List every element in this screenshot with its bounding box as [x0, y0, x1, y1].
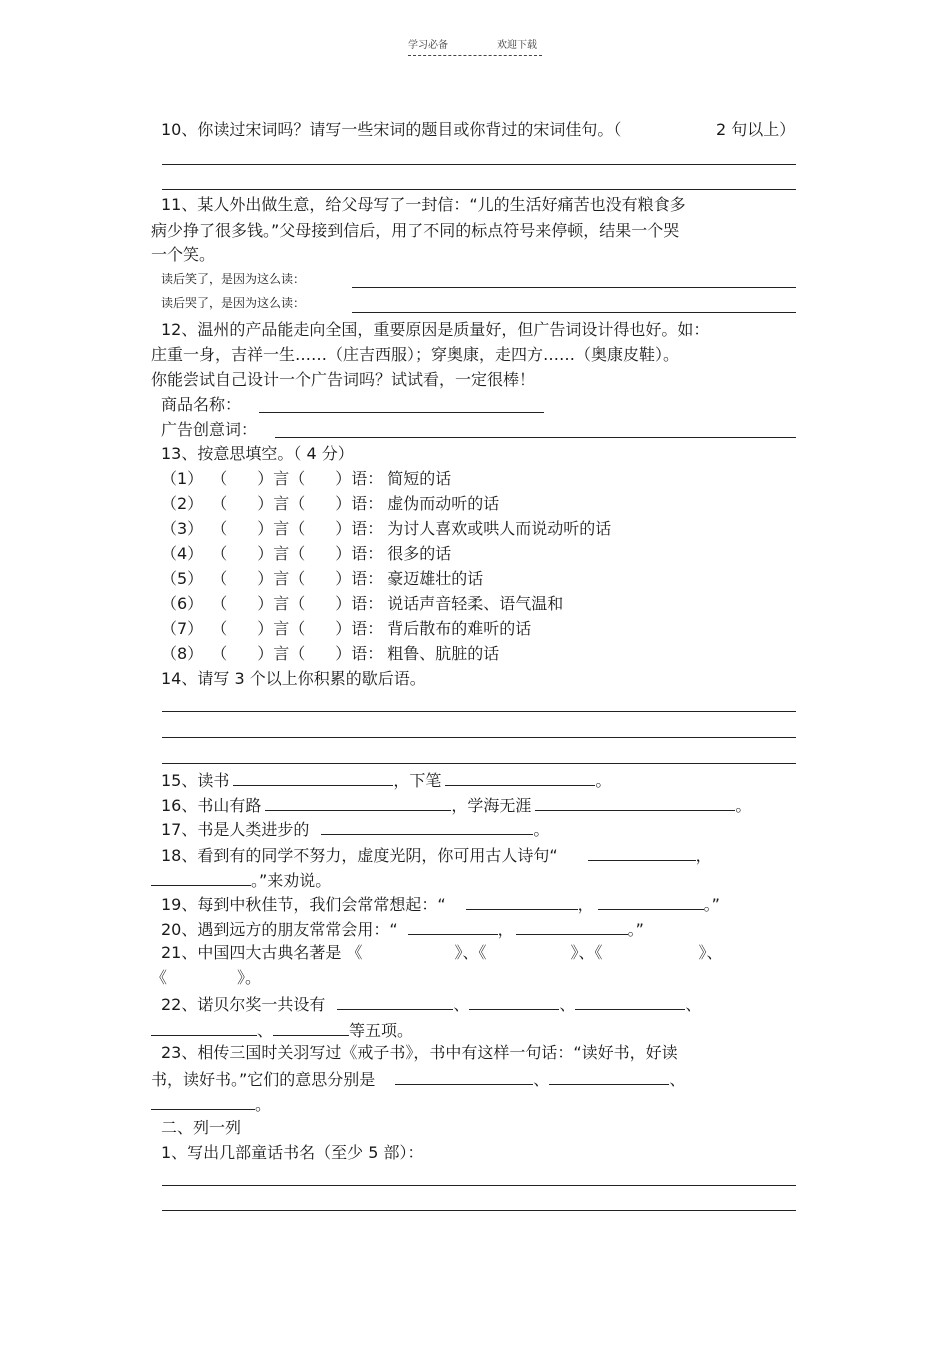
q19-blank-1[interactable]	[466, 893, 578, 910]
q14-answer-line-2[interactable]	[162, 737, 796, 738]
section-2-title: 二、列一列	[161, 1118, 242, 1137]
q23-line-3: 。	[151, 1093, 271, 1115]
q22-line-2: 、 等五项。	[151, 1019, 413, 1041]
q17-blank[interactable]	[321, 818, 533, 835]
q10-tail: 2 句以上）	[716, 120, 796, 139]
header-right: 欢迎下载	[497, 40, 537, 51]
q16-line: 16、书山有路 ，学海无涯 。	[161, 796, 752, 815]
q15-line: 15、读书 ，下笔 。	[161, 771, 612, 790]
header-left: 学习必备	[408, 40, 448, 51]
q12-product-answer-line[interactable]	[259, 412, 544, 413]
q11-line-2: 病少挣了很多钱。”父母接到信后，用了不同的标点符号来停顿，结果一个哭	[151, 221, 680, 240]
q10-answer-line-1[interactable]	[162, 164, 796, 165]
q13-item-2: （2） （ ）言（ ）语： 虚伪而动听的话	[161, 494, 500, 513]
q22-blank-5[interactable]	[273, 1019, 349, 1036]
q14-answer-line-1[interactable]	[162, 711, 796, 712]
q11-laugh-answer-line[interactable]	[352, 287, 796, 288]
q14-text: 14、请写 3 个以上你积累的歇后语。	[161, 669, 426, 688]
q16-blank-2[interactable]	[535, 794, 735, 811]
q22-line-1: 22、诺贝尔奖一共设有 、 、 、	[161, 995, 702, 1014]
q23-line-2: 书，读好书。”它们的意思分别是 、 、	[151, 1070, 686, 1089]
q15-blank-2[interactable]	[445, 769, 595, 786]
q11-cry-label: 读后哭了，是因为这么读：	[161, 296, 306, 310]
header-divider	[408, 55, 542, 56]
q20-line: 20、遇到远方的朋友常常会用：“ ， 。”	[161, 920, 644, 939]
q19-line: 19、每到中秋佳节，我们会常常想起：“ ， 。”	[161, 895, 720, 914]
q12-slogan-answer-line[interactable]	[275, 437, 796, 438]
q23-line-1: 23、相传三国时关羽写过《戒子书》，书中有这样一句话：“读好书，好读	[161, 1043, 678, 1062]
q13-item-5: （5） （ ）言（ ）语： 豪迈雄壮的话	[161, 569, 484, 588]
q23-blank-1[interactable]	[395, 1068, 533, 1085]
s2q1-answer-line-1[interactable]	[162, 1185, 796, 1186]
q18-blank-2[interactable]	[151, 869, 251, 886]
q21-line-1: 21、中国四大古典名著是 《 》、《 》、《 》、	[161, 943, 723, 962]
q17-line: 17、书是人类进步的 。	[161, 820, 550, 839]
q14-answer-line-3[interactable]	[162, 763, 796, 764]
q13-item-1: （1） （ ）言（ ）语： 简短的话	[161, 469, 452, 488]
q10-answer-line-2[interactable]	[162, 189, 796, 190]
q19-blank-2[interactable]	[598, 893, 704, 910]
q13-item-7: （7） （ ）言（ ）语： 背后散布的难听的话	[161, 619, 532, 638]
q23-blank-2[interactable]	[549, 1068, 669, 1085]
q18-line-2: 。”来劝说。	[151, 869, 331, 891]
q18-line-1: 18、看到有的同学不努力，虚度光阴，你可用古人诗句“ ，	[161, 846, 712, 865]
q22-blank-4[interactable]	[151, 1019, 257, 1036]
q22-blank-3[interactable]	[575, 993, 685, 1010]
q11-line-1: 11、某人外出做生意，给父母写了一封信：“儿的生活好痛苦也没有粮食多	[161, 195, 686, 214]
q13-item-4: （4） （ ）言（ ）语： 很多的话	[161, 544, 452, 563]
q20-blank-2[interactable]	[516, 918, 628, 935]
q13-item-8: （8） （ ）言（ ）语： 粗鲁、肮脏的话	[161, 644, 500, 663]
q12-slogan-label: 广告创意词：	[161, 420, 258, 439]
q12-product-label: 商品名称：	[161, 395, 242, 414]
q22-blank-1[interactable]	[337, 993, 453, 1010]
q21-line-2: 《 》。	[151, 968, 262, 987]
q12-line-1: 12、温州的产品能走向全国，重要原因是质量好，但广告词设计得也好。如：	[161, 320, 710, 339]
q22-blank-2[interactable]	[469, 993, 559, 1010]
q11-laugh-label: 读后笑了，是因为这么读：	[161, 272, 306, 286]
q13-item-3: （3） （ ）言（ ）语： 为讨人喜欢或哄人而说动听的话	[161, 519, 612, 538]
q13-item-6: （6） （ ）言（ ）语： 说话声音轻柔、语气温和	[161, 594, 564, 613]
q11-cry-answer-line[interactable]	[352, 312, 796, 313]
q15-blank-1[interactable]	[233, 769, 393, 786]
s2q1-text: 1、写出几部童话书名（至少 5 部）：	[161, 1143, 424, 1162]
q23-blank-3[interactable]	[151, 1093, 255, 1110]
q11-line-3: 一个笑。	[151, 245, 216, 264]
q18-blank-1[interactable]	[588, 844, 696, 861]
q12-line-2: 庄重一身，吉祥一生……（庄吉西服）；穿奥康，走四方……（奥康皮鞋）。	[151, 345, 680, 364]
q16-blank-1[interactable]	[265, 794, 451, 811]
s2q1-answer-line-2[interactable]	[162, 1210, 796, 1211]
q20-blank-1[interactable]	[408, 918, 498, 935]
q13-title: 13、按意思填空。（ 4 分）	[161, 444, 354, 463]
q12-line-3: 你能尝试自己设计一个广告词吗？试试看，一定很棒！	[151, 370, 536, 389]
q10-text: 10、你读过宋词吗？请写一些宋词的题目或你背过的宋词佳句。（	[161, 120, 622, 139]
